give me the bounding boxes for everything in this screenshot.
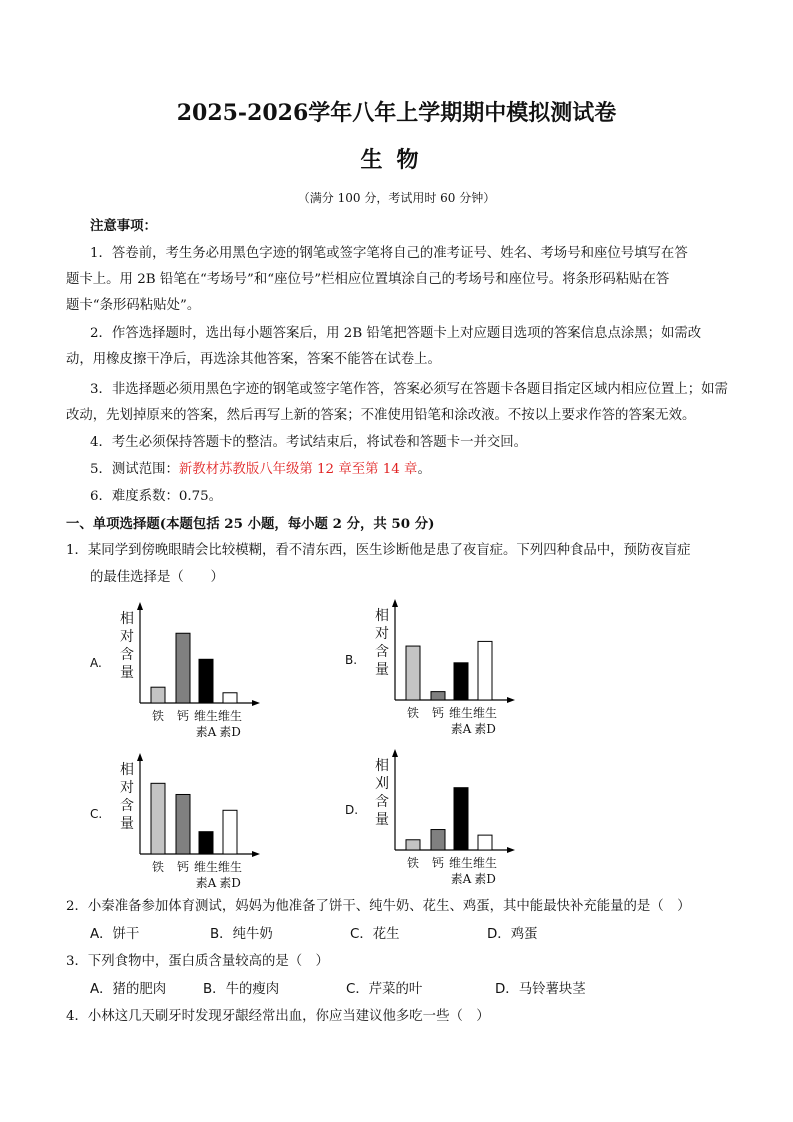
category-label (471, 855, 499, 887)
q3-option-b[interactable]: B．牛的瘦肉 (203, 982, 280, 997)
q3-option-c[interactable]: C．芹菜的叶 (346, 982, 423, 997)
y-axis-label: 相对含量 (375, 608, 389, 678)
bar-2 (431, 692, 445, 700)
q2-option-d[interactable]: D．鸡蛋 (487, 927, 538, 942)
option-label: D. (345, 803, 359, 817)
y-axis-arrow (392, 599, 398, 607)
bar-4 (478, 641, 492, 700)
option-label: A. (90, 656, 102, 670)
bar-2 (176, 633, 190, 703)
q2-option-c[interactable]: C．花生 (350, 927, 400, 942)
note-1-line-3: 题卡“条形码粘贴处”。 (66, 298, 201, 313)
category-label-line: 钙 (176, 709, 189, 723)
bar-2 (176, 794, 190, 854)
bar-1 (151, 687, 165, 703)
chart-option-a[interactable] (90, 598, 290, 748)
note-1-line-2: 题卡上。用 2B 铅笔在“考场号”和“座位号”栏相应位置填涂自己的考场号和座位号。将条形码粘贴在答 (66, 272, 670, 287)
bar-2 (431, 830, 445, 850)
category-label-line: 素A (450, 872, 472, 886)
note-6: 6．难度系数：0.75。 (90, 489, 223, 504)
category-label-line: 素A (195, 876, 217, 890)
category-label-line: 钙 (176, 860, 189, 874)
category-label-line: 铁 (151, 709, 164, 723)
q3-option-a[interactable]: A．猪的肥肉 (90, 982, 167, 997)
question-4: 4．小林这几天刷牙时发现牙龈经常出血，你应当建议他多吃一些（ ） (66, 1009, 490, 1024)
notes-heading: 注意事项： (90, 218, 157, 234)
bar-4 (478, 835, 492, 850)
note-4: 4．考生必须保持答题卡的整洁。考试结束后，将试卷和答题卡一并交回。 (90, 435, 528, 450)
bar-1 (406, 646, 420, 700)
bar-3 (199, 832, 213, 854)
exam-meta: （满分 100 分，考试用时 60 分钟） (297, 191, 496, 205)
test-scope: 新教材苏教版八年级第 12 章至第 14 章 (178, 462, 418, 477)
category-label-line: 钙 (431, 856, 444, 870)
category-label (216, 708, 244, 740)
y-axis-arrow (392, 749, 398, 757)
y-axis-label: 相对含量 (120, 611, 134, 681)
category-label-line: 维生 (472, 706, 497, 720)
note-5-prefix: 5．测试范围： (90, 462, 179, 477)
x-axis-arrow (507, 847, 515, 853)
category-label (144, 708, 172, 724)
bar-1 (406, 840, 420, 850)
option-label: B. (345, 653, 358, 667)
category-label (471, 705, 499, 737)
question-1-line-2: 的最佳选择是（ ） (90, 570, 224, 585)
x-axis-arrow (507, 697, 515, 703)
bar-3 (454, 663, 468, 700)
note-5 (90, 457, 431, 483)
category-label-line: 维生 (193, 709, 218, 723)
category-label-line: 素D (474, 722, 496, 736)
note-3-line-1: 3．非选择题必须用黑色字迹的钢笔或签字笔作答，答案必须写在答题卡各题目指定区域内相应位置上；如需 (90, 382, 728, 397)
note-2-line-2: 动，用橡皮擦干净后，再选涂其他答案，答案不能答在试卷上。 (66, 352, 441, 367)
option-label: C. (90, 807, 103, 821)
y-axis-arrow (137, 602, 143, 610)
bar-3 (199, 659, 213, 703)
q3-option-d[interactable]: D．马铃薯块茎 (495, 982, 586, 997)
question-2: 2．小秦准备参加体育测试，妈妈为他准备了饼干、纯牛奶、花生、鸡蛋，其中能最快补充能量的是（ ） (66, 899, 691, 914)
note-3-line-2: 改动，先划掉原来的答案，然后再写上新的答案；不准使用铅笔和涂改液。不按以上要求作答的答案无效。 (66, 408, 696, 423)
chart-option-d[interactable] (345, 745, 545, 895)
exam-title: 2025-2026学年八年上学期期中模拟测试卷 (176, 100, 617, 126)
category-label-line: 素A (450, 722, 472, 736)
category-label-line: 维生 (217, 860, 242, 874)
bar-4 (223, 693, 237, 703)
category-label-line: 维生 (448, 706, 473, 720)
bar-3 (454, 788, 468, 850)
q2-option-a[interactable]: A．饼干 (90, 927, 140, 942)
category-label-line: 维生 (217, 709, 242, 723)
category-label-line: 素D (474, 872, 496, 886)
chart-option-b[interactable] (345, 595, 545, 745)
note-5-suffix: 。 (417, 462, 431, 477)
x-axis-arrow (252, 851, 260, 857)
category-label-line: 铁 (406, 706, 419, 720)
q2-option-b[interactable]: B．纯牛奶 (210, 927, 273, 942)
chart-option-c[interactable] (90, 749, 290, 899)
note-1-line-1: 1．答卷前，考生务必用黑色字迹的钢笔或签字笔将自己的准考证号、姓名、考场号和座位号填写在答 (90, 246, 688, 261)
category-label (144, 859, 172, 875)
bar-1 (151, 783, 165, 854)
bar-4 (223, 810, 237, 854)
category-label (399, 855, 427, 871)
category-label (399, 705, 427, 721)
category-label-line: 素D (219, 725, 241, 739)
note-2-line-1: 2．作答选择题时，选出每小题答案后，用 2B 铅笔把答题卡上对应题目选项的答案信息点涂黑；如需改 (90, 326, 702, 341)
x-axis-arrow (252, 700, 260, 706)
question-1-line-1: 1．某同学到傍晚眼睛会比较模糊，看不清东西，医生诊断他是患了夜盲症。下列四种食品中，预防夜盲症 (66, 543, 691, 558)
category-label-line: 钙 (431, 706, 444, 720)
section-title: 一、单项选择题(本题包括 25 小题，每小题 2 分，共 50 分) (66, 516, 435, 532)
category-label-line: 维生 (193, 860, 218, 874)
y-axis-label: 相刈含量 (375, 758, 389, 828)
category-label-line: 素A (195, 725, 217, 739)
category-label-line: 铁 (151, 860, 164, 874)
y-axis-label: 相对含量 (120, 762, 134, 832)
y-axis-arrow (137, 753, 143, 761)
category-label-line: 铁 (406, 856, 419, 870)
category-label-line: 素D (219, 876, 241, 890)
category-label-line: 维生 (472, 856, 497, 870)
category-label-line: 维生 (448, 856, 473, 870)
exam-subject: 生物 (360, 147, 433, 173)
question-3: 3．下列食物中，蛋白质含量较高的是（ ） (66, 954, 329, 969)
category-label (216, 859, 244, 891)
